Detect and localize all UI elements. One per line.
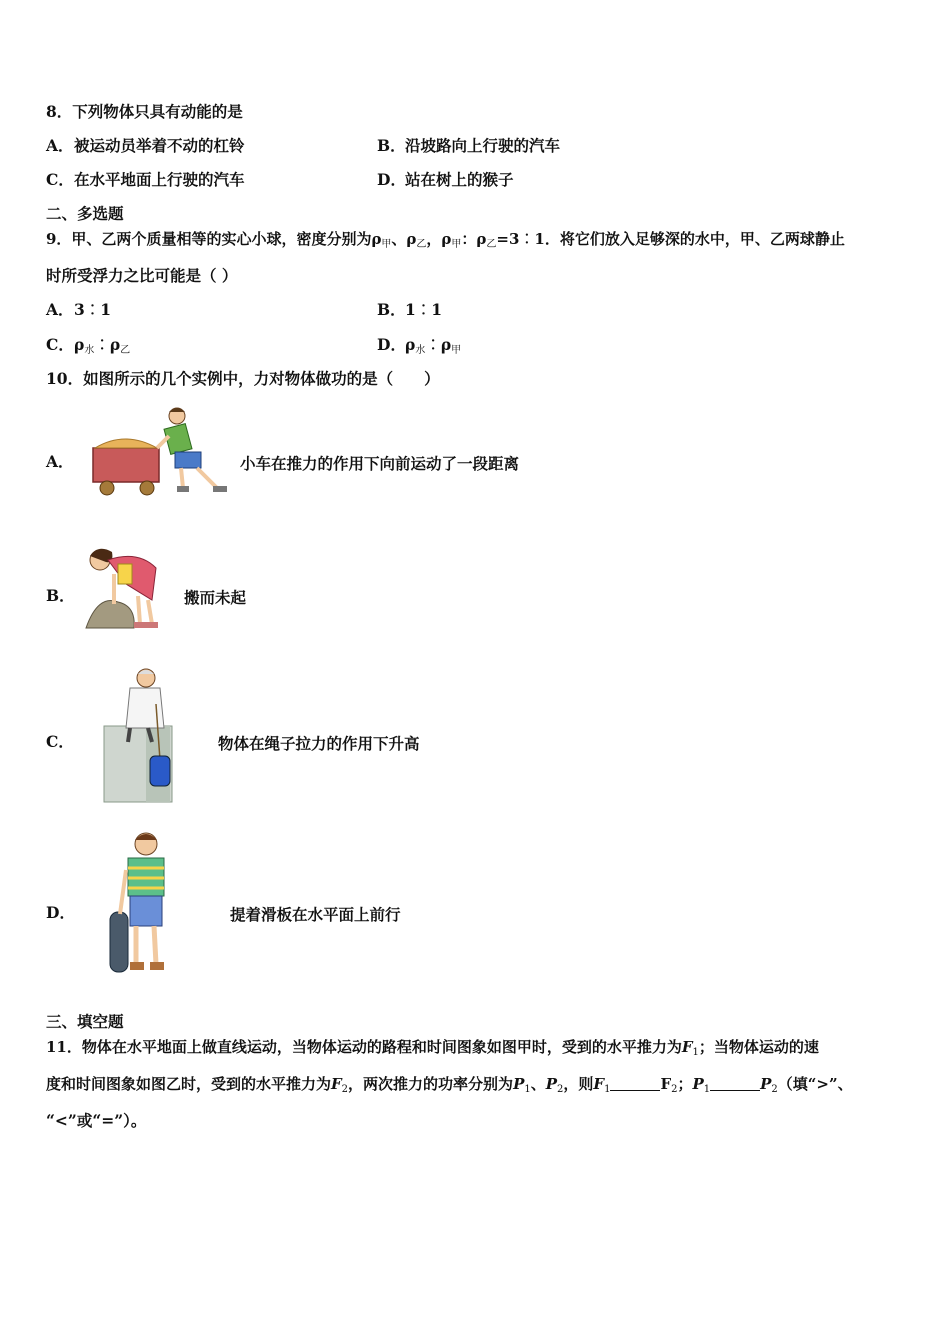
option-label: B． (377, 300, 406, 319)
q10-option-d-label: D． (46, 903, 75, 922)
subscript: 2 (771, 1084, 778, 1095)
q10-option-b-label: B． (46, 586, 75, 605)
q9-text: =3︰1．将它们放入足够深的水中，甲、乙两球静止 (496, 230, 845, 248)
option-label: D． (377, 335, 406, 354)
option-label: C． (46, 170, 74, 189)
subscript-yi: 乙 (416, 239, 427, 250)
section-heading-multiple-choice: 二、多选题 (46, 204, 124, 223)
q9-text: 、ρ (391, 230, 417, 248)
question-8-stem: 8．下列物体只具有动能的是 (46, 102, 243, 121)
subscript: 1 (524, 1084, 531, 1095)
answer-blank-2[interactable] (710, 1076, 760, 1091)
q11-text: ，则 (563, 1075, 594, 1093)
subscript: 1 (692, 1047, 699, 1058)
man-pulling-rope-illustration (100, 664, 208, 804)
question-11-line2 (46, 1074, 853, 1100)
boy-pushing-cart-illustration (85, 402, 235, 498)
q11-var-p: P (692, 1075, 704, 1093)
subscript: 水 (84, 345, 95, 356)
q11-var-f: F (681, 1038, 693, 1056)
q11-var-p: P (545, 1075, 558, 1093)
q8-option-d (377, 170, 514, 190)
q8-option-c (46, 170, 245, 190)
q11-var-f: F (593, 1075, 605, 1093)
option-label: A． (46, 136, 74, 155)
boy-carrying-skateboard-illustration (106, 830, 178, 980)
q11-text: 、 (530, 1075, 546, 1093)
subscript: 2 (341, 1084, 349, 1095)
q11-text: （填“>”、 (777, 1075, 853, 1093)
q8-option-c-text: 在水平地面上行驶的汽车 (74, 170, 245, 189)
option-label: C． (46, 335, 74, 354)
q11-text: 度和时间图象如图乙时，受到的水平推力为 (46, 1075, 332, 1093)
option-label: D． (377, 170, 406, 189)
subscript: 甲 (451, 345, 462, 356)
option-label: B． (377, 136, 406, 155)
q11-var-f: F (660, 1075, 672, 1093)
q10-option-a-label: A． (46, 452, 74, 471)
girl-lifting-rock-illustration (78, 544, 170, 632)
q10-option-a-text: 小车在推力的作用下向前运动了一段距离 (240, 454, 520, 473)
subscript-jia: 甲 (381, 239, 392, 250)
q9-option-a-text: 3︰1 (74, 300, 112, 319)
q8-option-b-text: 沿坡路向上行驶的汽车 (405, 136, 561, 155)
q9-text: ：ρ (461, 230, 487, 248)
subscript: 水 (415, 345, 426, 356)
question-10-stem: 10．如图所示的几个实例中，力对物体做功的是（ ） (46, 369, 440, 388)
subscript: 乙 (120, 345, 131, 356)
q8-option-d-text: 站在树上的猴子 (405, 170, 514, 189)
question-9-stem-line1 (46, 229, 845, 255)
subscript: 2 (557, 1084, 564, 1095)
q9-text: ︰ρ (94, 335, 121, 354)
q9-text: ︰ρ (425, 335, 452, 354)
subscript-jia: 甲 (451, 239, 462, 250)
q9-option-b (377, 300, 442, 320)
q11-var-f: F (331, 1075, 342, 1093)
q11-text: 11．物体在水平地面上做直线运动，当物体运动的路程和时间图象如图甲时，受到的水平推力为 (46, 1038, 682, 1056)
question-11-line1 (46, 1037, 819, 1063)
question-11-line3: “<”或“=”）。 (46, 1111, 147, 1130)
q8-option-a (46, 136, 245, 156)
section-heading-fill-in: 三、填空题 (46, 1012, 124, 1031)
q8-option-a-text: 被运动员举着不动的杠铃 (74, 136, 245, 155)
q11-var-p: P (513, 1075, 525, 1093)
subscript: 2 (671, 1084, 678, 1095)
q10-option-c-label: C． (46, 732, 74, 751)
q8-option-b (377, 136, 560, 156)
subscript-yi: 乙 (486, 239, 497, 250)
q10-option-d-text: 提着滑板在水平面上前行 (230, 905, 401, 924)
option-label: A． (46, 300, 74, 319)
q9-option-d (377, 335, 461, 361)
subscript: 1 (604, 1084, 611, 1095)
q11-text: ；当物体运动的速 (698, 1038, 819, 1056)
q9-option-c (46, 335, 130, 361)
question-9-stem-line2: 时所受浮力之比可能是（ ） (46, 266, 238, 285)
q9-text: 9．甲、乙两个质量相等的实心小球，密度分别为ρ (46, 230, 382, 248)
q10-option-b-text: 搬而未起 (184, 588, 247, 607)
subscript: 1 (703, 1084, 711, 1095)
q9-text: ρ (74, 335, 85, 354)
q9-text: ，ρ (426, 230, 452, 248)
q11-var-p: P (760, 1075, 772, 1093)
q9-option-b-text: 1︰1 (405, 300, 443, 319)
q10-option-c-text: 物体在绳子拉力的作用下升高 (218, 734, 420, 753)
q11-text: ，两次推力的功率分别为 (348, 1075, 514, 1093)
q9-text: ρ (405, 335, 416, 354)
q9-option-a (46, 300, 111, 320)
q11-text: ； (677, 1075, 693, 1093)
answer-blank-1[interactable] (610, 1076, 660, 1091)
